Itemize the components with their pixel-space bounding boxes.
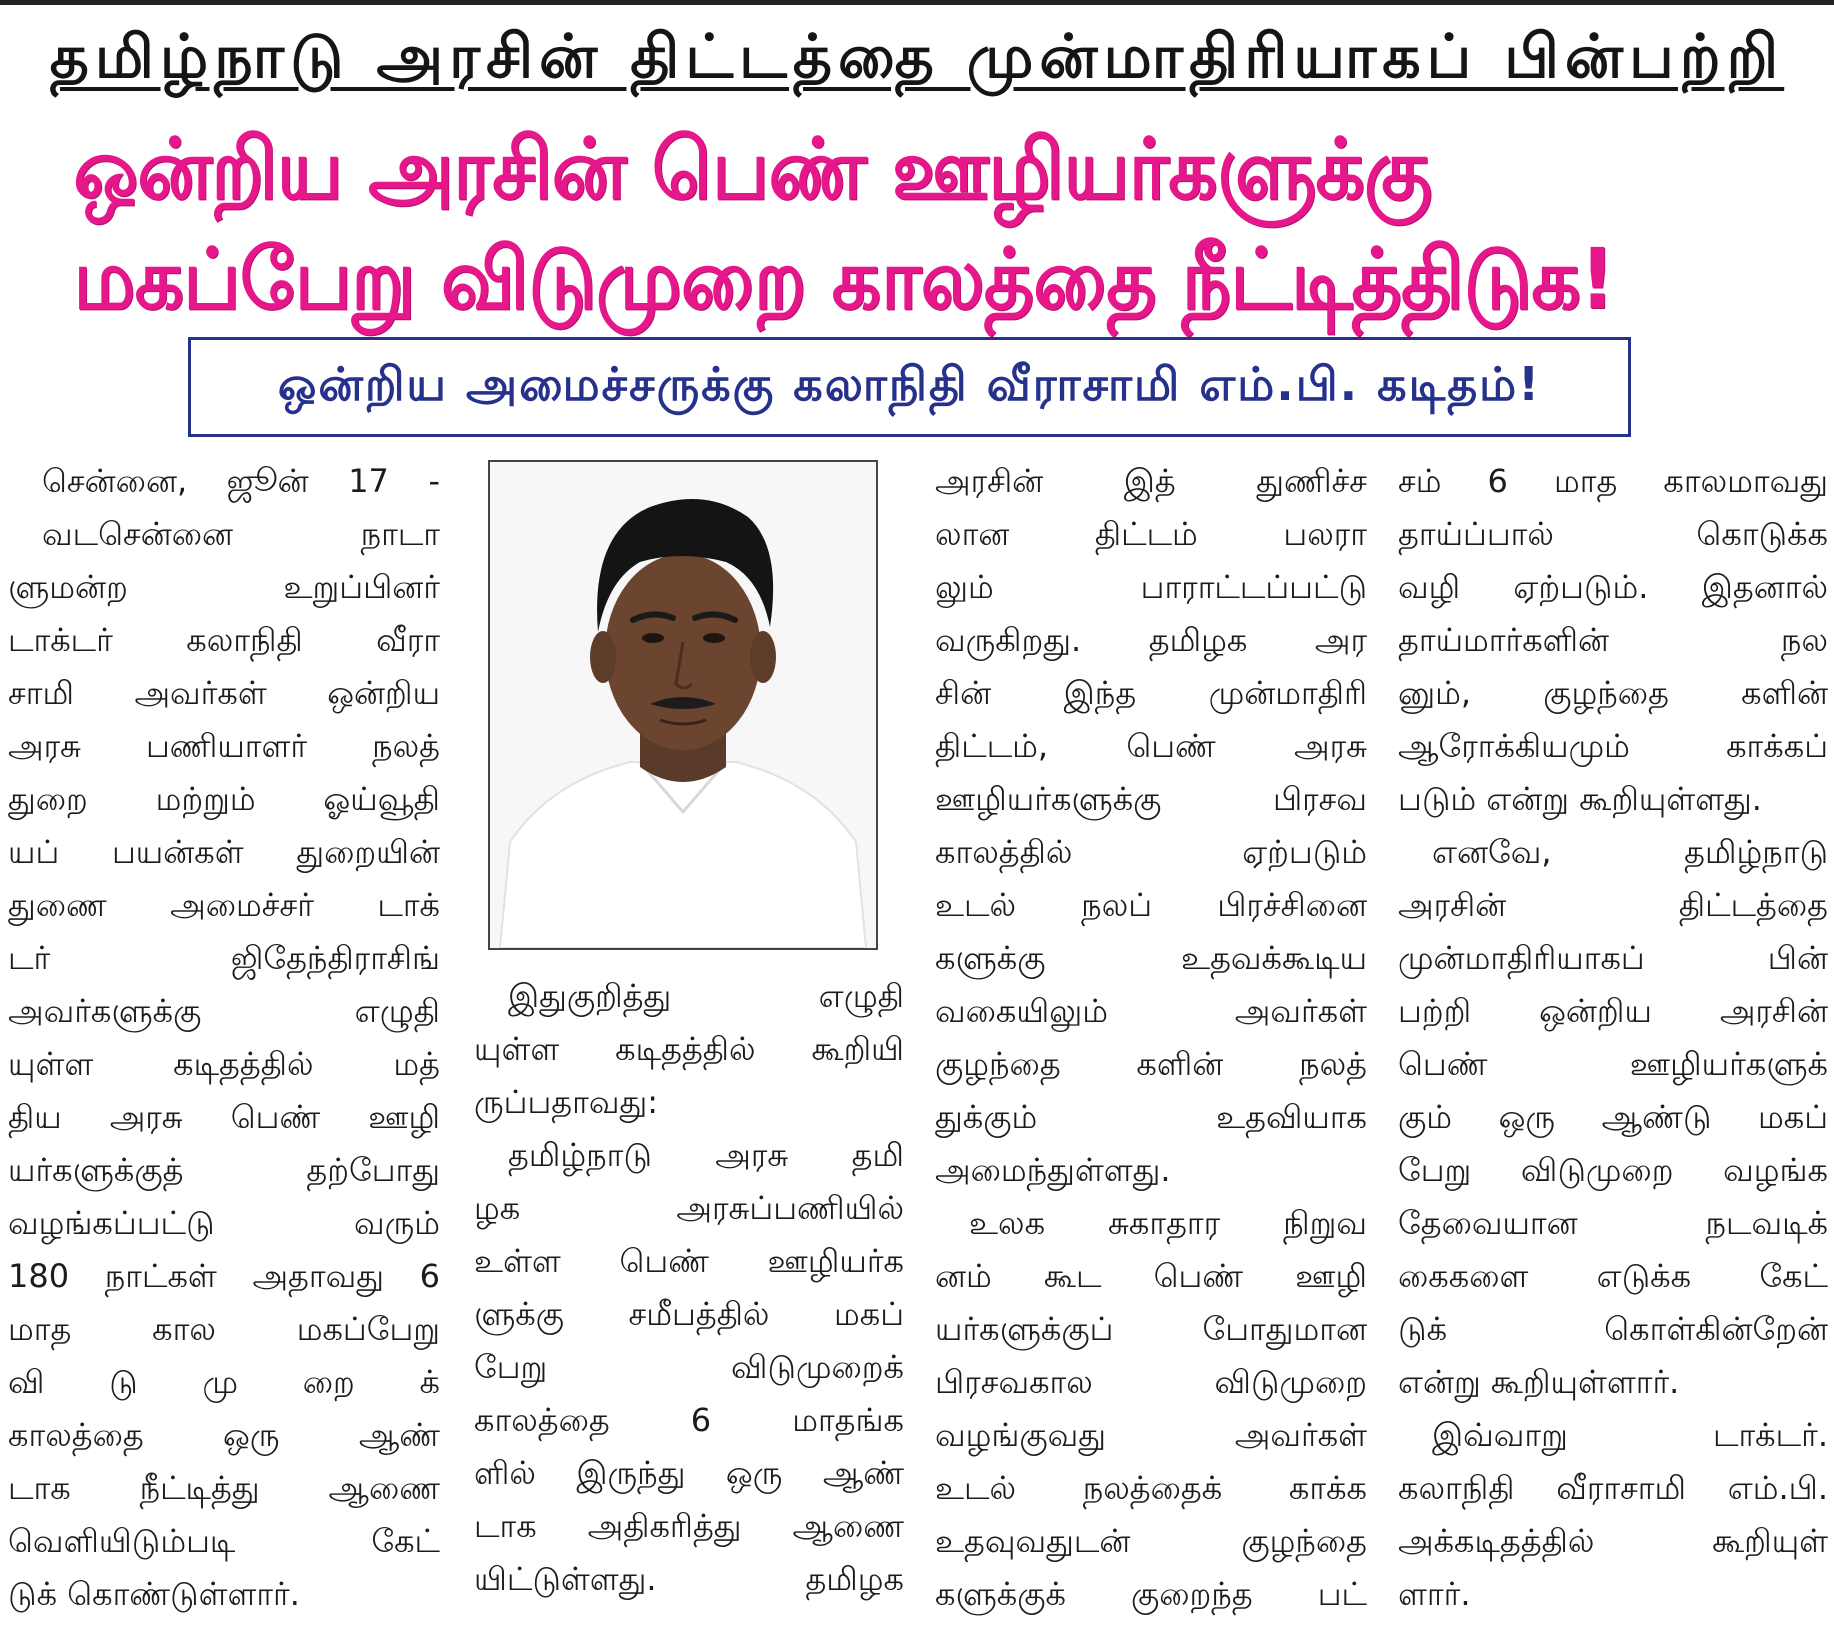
text-line: சாமி அவர்கள் ஒன்றிய bbox=[8, 674, 440, 712]
text-line: உடல் நலத்தைக் காக்க bbox=[935, 1469, 1367, 1507]
text-line: யர்களுக்குத் தற்போது bbox=[8, 1151, 440, 1189]
text-line: யர்களுக்குப் போதுமான bbox=[935, 1310, 1367, 1348]
text-line: யுள்ள கடிதத்தில் கூறியி bbox=[474, 1030, 904, 1068]
headline bbox=[0, 120, 1834, 328]
text-line: ளுமன்ற உறுப்பினர் bbox=[8, 568, 440, 606]
article-column-2 bbox=[474, 970, 904, 1606]
text-line: திட்டம், பெண் அரசு bbox=[935, 727, 1367, 765]
text-line: லும் பாராட்டப்பட்டு bbox=[935, 568, 1367, 606]
text-line: காலத்தில் ஏற்படும் bbox=[935, 833, 1367, 871]
kicker-text: தமிழ்நாடு அரசின் திட்டத்தை முன்மாதிரியாகப் பின்பற்றி bbox=[49, 22, 1785, 92]
text-line: ளில் இருந்து ஒரு ஆண் bbox=[474, 1454, 904, 1492]
text-line: பேறு விடுமுறைக் bbox=[474, 1348, 904, 1386]
text-line: களுக்கு உதவக்கூடிய bbox=[935, 939, 1367, 977]
text-line: இவ்வாறு டாக்டர். bbox=[1432, 1416, 1828, 1454]
text-line: காலத்தை 6 மாதங்க bbox=[474, 1401, 904, 1439]
text-line: அமைந்துள்ளது. bbox=[935, 1151, 1171, 1189]
text-line: உள்ள பெண் ஊழியர்க bbox=[474, 1242, 904, 1280]
text-line: ழக அரசுப்பணியில் bbox=[474, 1189, 904, 1227]
article-column-3 bbox=[935, 455, 1367, 1621]
text-line: தேவையான நடவடிக் bbox=[1398, 1204, 1828, 1242]
text-line: அவர்களுக்கு எழுதி bbox=[8, 992, 440, 1030]
text-line: உலக சுகாதார நிறுவ bbox=[969, 1204, 1367, 1242]
text-line: தமிழ்நாடு அரசு தமி bbox=[508, 1136, 904, 1174]
subheadline-box bbox=[188, 337, 1631, 437]
text-line: துக்கும் உதவியாக bbox=[935, 1098, 1367, 1136]
text-line: ஆரோக்கியமும் காக்கப் bbox=[1398, 727, 1828, 765]
text-line: வழங்கப்பட்டு வரும் bbox=[8, 1204, 440, 1242]
text-line: உதவுவதுடன் குழந்தை bbox=[935, 1522, 1367, 1560]
portrait-photo-image bbox=[490, 462, 876, 948]
text-line: சென்னை, ஜூன் 17 - bbox=[42, 462, 440, 500]
text-line: டாக நீட்டித்து ஆணை bbox=[8, 1469, 440, 1507]
text-line: 180 நாட்கள் அதாவது 6 bbox=[8, 1257, 440, 1295]
text-line: ளார். bbox=[1398, 1575, 1471, 1613]
text-line: முன்மாதிரியாகப் பின் bbox=[1398, 939, 1828, 977]
text-line: வழி ஏற்படும். இதனால் bbox=[1398, 568, 1828, 606]
text-line: ஊழியர்களுக்கு பிரசவ bbox=[935, 780, 1367, 818]
text-line: தாய்ப்பால் கொடுக்க bbox=[1398, 515, 1828, 553]
text-line: வெளியிடும்படி கேட் bbox=[8, 1522, 440, 1560]
text-line: பெண் ஊழியர்களுக் bbox=[1398, 1045, 1828, 1083]
text-line: குழந்தை களின் நலத் bbox=[935, 1045, 1367, 1083]
text-line: வடசென்னை நாடா bbox=[42, 515, 440, 553]
text-line: ளுக்கு சமீபத்தில் மகப் bbox=[474, 1295, 904, 1333]
kicker-heading bbox=[0, 22, 1834, 100]
text-line: பற்றி ஒன்றிய அரசின் bbox=[1398, 992, 1828, 1030]
article-column-1 bbox=[8, 455, 440, 1621]
text-line: என்று கூறியுள்ளார். bbox=[1398, 1363, 1680, 1401]
text-line: அரசின் இத் துணிச்ச bbox=[935, 462, 1367, 500]
text-line: தாய்மார்களின் நல bbox=[1398, 621, 1828, 659]
text-line: ருப்பதாவது: bbox=[474, 1083, 658, 1121]
text-line: டாக அதிகரித்து ஆணை bbox=[474, 1507, 904, 1545]
text-line: யுள்ள கடிதத்தில் மத் bbox=[8, 1045, 440, 1083]
headline-text: ஒன்றிய அரசின் பெண் ஊழியர்களுக்கு மகப்பேறு விடுமுறை காலத்தை நீட்டித்திடுக! bbox=[73, 120, 1615, 328]
text-line: யப் பயன்கள் துறையின் bbox=[8, 833, 440, 871]
text-line: வழங்குவது அவர்கள் bbox=[935, 1416, 1367, 1454]
text-line: னும், குழந்தை களின் bbox=[1398, 674, 1828, 712]
text-line: வி டு மு றை க் bbox=[8, 1363, 440, 1401]
text-line: பேறு விடுமுறை வழங்க bbox=[1398, 1151, 1828, 1189]
text-line: எனவே, தமிழ்நாடு bbox=[1432, 833, 1828, 871]
text-line: களுக்குக் குறைந்த பட் bbox=[935, 1575, 1367, 1613]
text-line: அரசு பணியாளர் நலத் bbox=[8, 727, 440, 765]
text-line: யிட்டுள்ளது. தமிழக bbox=[474, 1560, 904, 1598]
text-line: துறை மற்றும் ஓய்வூதி bbox=[8, 780, 440, 818]
text-line: அரசின் திட்டத்தை bbox=[1398, 886, 1828, 924]
text-line: துணை அமைச்சர் டாக் bbox=[8, 886, 440, 924]
text-line: டர் ஜிதேந்திராசிங் bbox=[8, 939, 440, 977]
text-line: சின் இந்த முன்மாதிரி bbox=[935, 674, 1367, 712]
text-line: கும் ஒரு ஆண்டு மகப் bbox=[1398, 1098, 1828, 1136]
text-line: உடல் நலப் பிரச்சினை bbox=[935, 886, 1367, 924]
top-rule bbox=[0, 0, 1834, 5]
text-line: வகையிலும் அவர்கள் bbox=[935, 992, 1367, 1030]
text-line: லான திட்டம் பலரா bbox=[935, 515, 1367, 553]
text-line: பிரசவகால விடுமுறை bbox=[935, 1363, 1367, 1401]
text-line: மாத கால மகப்பேறு bbox=[8, 1310, 440, 1348]
text-line: திய அரசு பெண் ஊழி bbox=[8, 1098, 440, 1136]
portrait-photo bbox=[488, 460, 878, 950]
text-line: வருகிறது. தமிழக அர bbox=[935, 621, 1367, 659]
text-line: டுக் கொண்டுள்ளார். bbox=[8, 1575, 300, 1613]
text-line: அக்கடிதத்தில் கூறியுள் bbox=[1398, 1522, 1828, 1560]
text-line: கலாநிதி வீராசாமி எம்.பி. bbox=[1398, 1469, 1828, 1507]
text-line: படும் என்று கூறியுள்ளது. bbox=[1398, 780, 1762, 818]
text-line: டாக்டர் கலாநிதி வீரா bbox=[8, 621, 440, 659]
text-line: சம் 6 மாத காலமாவது bbox=[1398, 462, 1828, 500]
text-line: னம் கூட பெண் ஊழி bbox=[935, 1257, 1367, 1295]
text-line: டுக் கொள்கின்றேன் bbox=[1398, 1310, 1828, 1348]
article-column-4 bbox=[1398, 455, 1828, 1621]
subheadline-text: ஒன்றிய அமைச்சருக்கு கலாநிதி வீராசாமி எம்.பி. கடிதம்! bbox=[277, 356, 1542, 411]
text-line: கைகளை எடுக்க கேட் bbox=[1398, 1257, 1828, 1295]
text-line: இதுகுறித்து எழுதி bbox=[508, 977, 904, 1015]
text-line: காலத்தை ஒரு ஆண் bbox=[8, 1416, 440, 1454]
